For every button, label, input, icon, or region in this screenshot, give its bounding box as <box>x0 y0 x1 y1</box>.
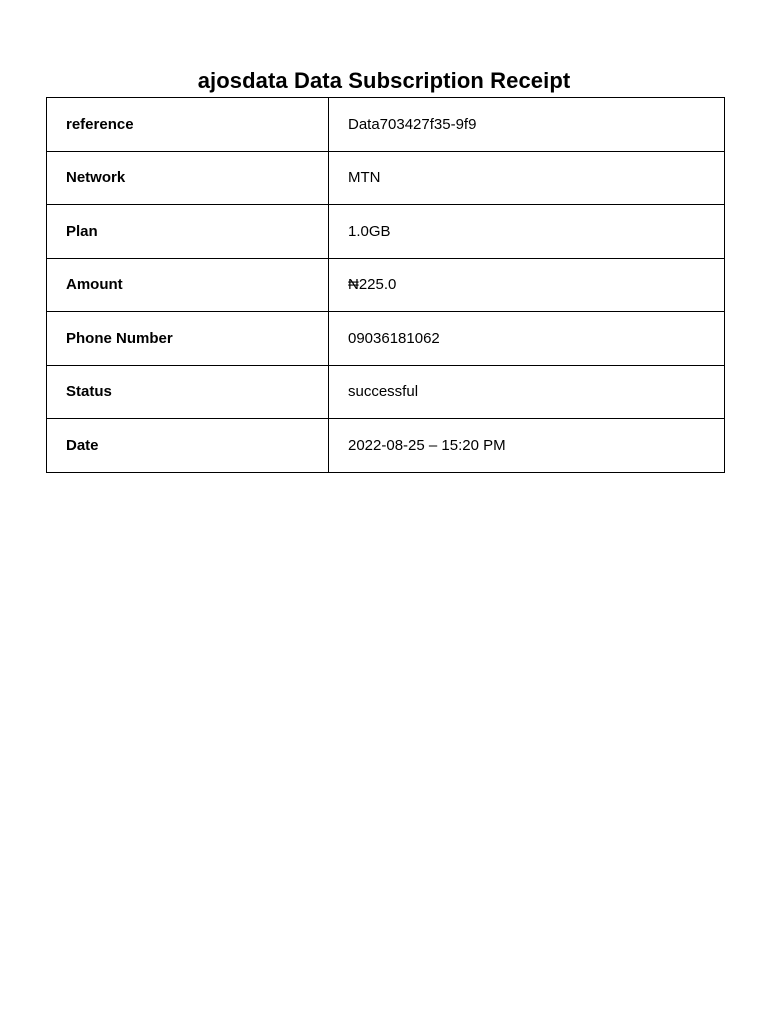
row-label: Date <box>47 419 329 473</box>
row-label: Phone Number <box>47 312 329 366</box>
row-value: 09036181062 <box>329 312 725 366</box>
table-row-reference <box>47 98 725 152</box>
row-value: MTN <box>329 151 725 205</box>
row-label: reference <box>47 98 329 152</box>
table-row-plan <box>47 205 725 259</box>
row-value: Data703427f35-9f9 <box>329 98 725 152</box>
table-row-date <box>47 419 725 473</box>
row-label: Status <box>47 365 329 419</box>
row-label: Plan <box>47 205 329 259</box>
row-label: Network <box>47 151 329 205</box>
table-row-network <box>47 151 725 205</box>
table-row-amount <box>47 258 725 312</box>
row-value: 1.0GB <box>329 205 725 259</box>
row-label: Amount <box>47 258 329 312</box>
receipt-table <box>46 97 725 473</box>
table-row-phone-number <box>47 312 725 366</box>
page-title: ajosdata Data Subscription Receipt <box>197 67 571 93</box>
row-value: ₦225.0 <box>329 258 725 312</box>
row-value: successful <box>329 365 725 419</box>
row-value: 2022-08-25 – 15:20 PM <box>329 419 725 473</box>
table-row-status <box>47 365 725 419</box>
